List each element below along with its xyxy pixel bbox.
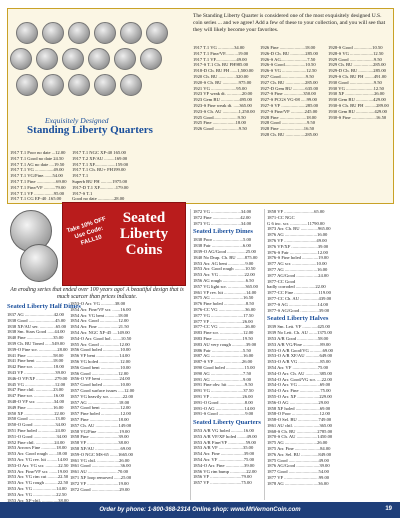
price-list-item: 1857 Good holed ...............10.00 (70, 382, 131, 388)
price-list-item: 1891-O AG .........................14.00 (193, 405, 255, 411)
price-list-item: 1917 T.1 VG/Fine........54.00 (10, 173, 63, 179)
price-list-item: 1871 XF loop removed ......25.00 (70, 474, 132, 480)
price-list-item: 1927-S PCGS VG-08 .....99.00 (260, 97, 317, 103)
price-list-item: 1930 Gem BU ................429.00 (328, 108, 387, 114)
price-list-standing-5 (328, 45, 390, 120)
price-list-item: 1856-O VF bent ................24.00 (70, 376, 130, 382)
price-list-item: 1875 AG ............................26.00 (267, 440, 328, 446)
price-list-item: 1929-D Ch. BU .............285.00 (328, 68, 386, 74)
price-list-item: 1853-O Arr. VG scr. ...........22.50 (7, 462, 69, 468)
price-list-item: 1853 Arr. VG rev. hit .........14.00 (7, 456, 68, 462)
discount-stamp-text: Take 10% OFF Use Code: FALL10 (66, 216, 107, 247)
price-list-item: 1856-O AG .........................29.00 (267, 399, 329, 405)
price-list-item: 1851-O Good ....................34.00 (7, 433, 67, 439)
price-list-item: 1877 VG ............................17.50 (193, 312, 254, 318)
price-list-item: 1917 T.1 VF .................95.00 (10, 190, 65, 196)
price-list-item: 1872 Fine ........................42.00 (193, 214, 251, 220)
price-list-item: 1923-S Ch. AU ..............1,250.00 (193, 108, 255, 114)
price-list-item: 1877 AG/Good ...................24.00 (267, 272, 329, 278)
price-list-item: 1876-S Fine holed ..............19.00 (267, 255, 329, 261)
section-heading: Seated Liberty Halves (267, 315, 329, 323)
price-list-item: 1930-S Ch. BU FH ..........289.00 (328, 102, 389, 108)
price-list-item: 1917 T.1 Ch. BU+ FH199.00 (72, 167, 126, 173)
price-list-item: 1857 VG heavily scr. ...........22.00 (70, 393, 134, 399)
price-list-item: 1853 A/R Good ..................58.00 (267, 335, 329, 341)
price-list-item: 1875 AG ............................16.50 (193, 295, 254, 301)
price-list-item: 1877 Good ..........................54.00 (267, 469, 329, 475)
section-heading: Seated Liberty Dimes (193, 228, 253, 236)
price-list-item: 1857 AG ...........................18.00 (70, 399, 130, 405)
price-list-standing-3 (193, 45, 257, 132)
price-list-item: 1838 Sm. Stars Good ......44.00 (7, 329, 65, 335)
price-list-item: 1930-S Fine .....................16.50 (328, 114, 387, 120)
price-list-item: 1928-S Good ................10.50 (328, 45, 383, 50)
price-list-item: 1930 Good .....................9.50 (328, 79, 382, 85)
price-list-item: 1917 T.1 VG ................49.00 (10, 167, 64, 173)
price-list-item: 1883 Fine scr. ....................12.00 (193, 330, 254, 336)
price-list-item: 1853-O A/R VG ...................85.00 (267, 359, 331, 365)
price-list-item: 1853 Arr. AG bent ...............9.00 (193, 260, 254, 266)
price-list-item: 1877-CC Ch. AU ................439.00 (267, 295, 332, 301)
price-list-item: 1917 T.1 XF..................159.00 (72, 161, 129, 167)
price-list-item: 1852 Fine chtl. ................24.00 (7, 439, 65, 445)
price-list-item: 1838 Fair ...........................6.00 (193, 243, 251, 249)
price-list-item: 1872 VG ..........................34.00 (193, 209, 252, 214)
price-list-item: 1854 Arr. NGC XF-45 ....149.00 (70, 329, 130, 335)
price-list-item: 1850 Good .......................13.00 (7, 416, 66, 422)
price-list-item: 1856 VG holed ..................12.00 (70, 358, 131, 364)
price-list-item: 1855 Arr. Good .................12.00 (70, 341, 130, 347)
price-list-item: 1930 XF .........................26.00 (328, 91, 385, 97)
price-list-item: 1927-S Fine .................350.00 (260, 91, 316, 97)
price-list-item: 1842 Fine scr. .................18.00 (7, 364, 64, 370)
price-list-item: 1838 Good .......................45.00 (7, 317, 66, 323)
section-heading: Seated Liberty Half Dimes (7, 303, 81, 310)
price-list-item: 1923-S Fine weak dt. .....365.00 (193, 102, 252, 108)
price-list-item: 1887 AG ............................16.00 (193, 353, 254, 359)
footer-bar (0, 502, 400, 518)
price-list-item: 1857 VG light scr. ...............365.00 (193, 283, 258, 289)
price-list-item: 1928 Good ......................9.50 (260, 120, 315, 126)
price-list-item: 1872 Good ........................29.00 (70, 486, 130, 492)
price-list-item: 1858-O Sel. BU ..................749.00 (267, 417, 332, 423)
price-list-item: 1890 AG ............................7.50 (193, 370, 252, 376)
price-list-item: Good no date ..............28.00 (72, 196, 125, 202)
price-list-item: 1891-O Good ......................8.00 (193, 399, 253, 405)
price-list-item: 1841 Fine .......................58.00 (7, 352, 64, 358)
price-list-item: 1923 VF weak dt. .............20.00 (193, 91, 253, 97)
price-list-item: 1891 AG ............................9.00 (193, 376, 252, 382)
price-list-item: 1876 AG/Good ....................39.00 (267, 463, 330, 469)
price-list-item: 1858 XF/AU ......................69.00 (70, 445, 131, 451)
seated-liberty-title-text: Seated Liberty Coins (119, 210, 169, 258)
price-list-item: 1853-O A/R Good/VG ...........69.00 (267, 347, 333, 353)
standing-liberty-coins-image (10, 22, 180, 122)
price-list-item: 1861 AU chtl. ......................365.00 (267, 422, 332, 428)
price-list-item: 1850 XF ..........................22.00 (7, 410, 65, 416)
price-list-item: 1854 Arr. VF ......................75.00 (193, 457, 255, 463)
price-list-item: 1929-S Ch. BU FH ........491.00 (328, 73, 387, 79)
exquisitely-designed: Exquisitely Designed (45, 116, 109, 125)
price-list-item: 1917-D T.1 XF..............179.00 (72, 184, 129, 190)
price-list-item: 1876 VF/XF .......................39.00 (267, 243, 329, 249)
price-list-item: 1878 AG .............................36.00 (267, 480, 329, 486)
price-list-item: G 6 inc. scr. ...............11790.00 (267, 220, 325, 226)
price-list-item: 1917 T.1 AG no date ....19.50 (10, 161, 65, 167)
price-list-item: 1848-O VF scr. ...............34.00 (7, 398, 65, 404)
price-list-item: 1876 VF ............................49.00 (267, 237, 327, 243)
price-list-item: 1873 VG ..........................34.00 (193, 220, 252, 226)
price-list-item: 1877 VF ............................26.00 (193, 318, 253, 324)
price-list-item: 1883 Fine ..........................19.50 (193, 335, 253, 341)
price-list-item: 1877 AG scr. .....................10.00 (267, 261, 327, 267)
price-list-item: 1858 Fine .........................39.00 (70, 434, 129, 440)
price-list-item: 1854 Arr. Fine ....................39.00 (193, 451, 255, 457)
price-list-item: 1845 VG ..........................12.00 (7, 381, 66, 387)
price-list-item: 1886 Fair ...........................5.50 (193, 347, 251, 353)
price-list-item: 1871-CC NGC (267, 214, 295, 220)
price-list-item: badly corroded .................22.00 (267, 284, 326, 290)
price-list-item: 1875 Arr. Fine ......................84.00 (267, 446, 331, 452)
price-list-item: 1854-O Arr. Fine ..................75.00 (267, 388, 331, 394)
price-list-item: 1854 Arr. Good ................12.00 (70, 318, 129, 324)
price-list-item: 1854-O Arr. Fine ................39.00 (193, 462, 255, 468)
price-list-item: 1870-S Ch. AU ..................1450.00 (267, 434, 333, 440)
price-list-item: 1925 Fine ....................18.00 (193, 120, 246, 126)
price-list-quarters-halves (267, 209, 393, 487)
price-list-item: 1854 Arr. VF ......................75.00 (267, 364, 329, 370)
price-list-item: 1917 T.1 Good no date 24.50 (10, 155, 64, 161)
price-list-item: 1876 Arr. Sel. BU ...............849.00 (267, 451, 332, 457)
price-list-item: 1927-S VF .....................285.00 (260, 102, 319, 108)
price-list-item: 1917 T.1 Fine/VF ..........79.00 (10, 184, 66, 190)
price-list-item: 1854-O Arr. Good/VG scr. ....22.00 (267, 376, 332, 382)
price-list-item: 1876-S Fair ........................12.00 (267, 249, 328, 255)
price-list-item: 1857 Good bent .................12.00 (70, 405, 131, 411)
price-list-item: 1927 Ch. BU .................285.00 (260, 79, 318, 85)
price-list-item: 1926-S AG.......................7.50 (260, 56, 316, 62)
price-list-item: 1917-S T.1 (72, 190, 93, 196)
price-list-item: 1873 Arr. Ch. BU ...............965.00 (267, 226, 331, 232)
price-list-item: 1853 A/R VG holed ...........16.00 (193, 428, 254, 434)
price-list-item: 1891 VG ............................37.50 (193, 388, 254, 394)
price-list-item: 1926 Fine ......................18.00 (260, 45, 316, 50)
standing-liberty-title: Standing Liberty Quarters (27, 124, 153, 136)
price-list-item: 1877-CC VG .......................26.00 (193, 324, 256, 330)
seated-liberty-title (104, 210, 184, 258)
price-list-item: 1917 T.1 CG EF-40 .165.00 (10, 196, 62, 202)
price-list-item: 1853 Arr. VG ....................14.00 (7, 485, 67, 491)
price-list-item: 1861 Good .........................36.00 (70, 463, 131, 469)
price-list-item: 1917 T.1 VF..................49.00 (193, 56, 247, 62)
price-list-item: 1917 T.1 NGC XF-40 165.00 (72, 150, 126, 155)
price-list-item: 1853 Arr. Fine/VF scr. .......19.00 (7, 468, 68, 474)
price-list-item: 1920-S Ch. BU ..............975.00 (193, 79, 252, 85)
price-list-item: 1891-S Good .......................9.00 (193, 411, 254, 417)
price-list-item: 1856 AG rough ....................6.50 (193, 277, 254, 283)
price-list-item: 1837 AG .........................42.00 (7, 312, 64, 317)
price-list-item: 1839 Ch. BU Toned ......549.00 (7, 340, 65, 346)
price-list-item: 1841 Fine bent ...............18.00 (7, 358, 64, 364)
price-list-dimes-quarters (193, 209, 261, 486)
price-list-item: 1857 Good surface issues .....12.00 (70, 387, 135, 393)
price-list-item: 1920 Ch. BU ...............320.00 (193, 73, 249, 79)
price-list-item: 1858 XF holed .....................69.00 (267, 405, 331, 411)
price-list-item: 1891 Fine obv. hit ...............9.50 (193, 382, 253, 388)
price-list-item: 1856 VF bent ....................14.00 (70, 353, 130, 359)
price-list-item: 1917 T.1 Fine/VF...........19.00 (193, 50, 249, 56)
price-list-item: 1838 Poor ..........................5.00 (193, 237, 252, 243)
price-list-item: 1853 A/R Fine/VF ...............59.00 (193, 439, 256, 445)
price-list-item: 1927-S Fine/VF ............245.00 (260, 108, 318, 114)
price-list-item: 1928-S VG ....................12.50 (328, 50, 384, 56)
price-list-item: 1853 Arr. VG ......................22.00 (193, 272, 255, 278)
price-list-item: 1853 Arr. VG rim cut .........22.50 (7, 474, 69, 480)
price-list-item: 1854-O Arr. VG ...................69.00 (267, 382, 331, 388)
price-list-item: 1839-O Fine scr. ................28.00 (7, 346, 68, 352)
price-list-item: 1856 Good holed ...............10.00 (70, 347, 131, 353)
price-list-item: 1868-S Ch. BU ..................2785.00 (267, 428, 333, 434)
price-list-item: 1917 T.2 XF/AU .........169.00 (72, 155, 128, 161)
price-list-halfdimes-2 (70, 301, 136, 492)
price-list-item: 1857 Fine holed .................12.00 (70, 411, 131, 417)
price-list-item: 1917 T.1 Fine .................69.00 (10, 178, 67, 184)
price-list-item: 1839 No Lett. Ch. AU .......1375.00 (267, 330, 332, 336)
page-number: 19 (385, 506, 392, 512)
price-list-item: 1850-O Good ...................34.00 (7, 422, 66, 428)
price-list-item: 1857 Ch. AU ....................149.00 (70, 422, 132, 428)
price-list-item: 1917 T.1 VG ..............34.00 (193, 45, 245, 50)
price-list-item: 1854 Arr. VG bent ...........18.00 (70, 312, 129, 318)
price-list-item: 1877 VF ..............................99.00 (267, 475, 330, 481)
price-list-item: 1928 Fine .......................18.00 (260, 114, 317, 120)
price-list-item: 1853-O A/R XF/AU ............649.00 (267, 353, 333, 359)
price-list-item: 1853 Arr. Good rough .......18.00 (7, 451, 68, 457)
price-list-item: 1927-D Gem BU ...........635.00 (260, 85, 319, 91)
price-list-item: 1875 Good ..........................49.00 (267, 457, 329, 463)
price-list-item: 1840 No Drap. Ch. BU .......875.00 (193, 254, 258, 260)
intro-text: The Standing Liberty Quarter is considered one of the most exquisitely designed U.S. coin series ... and we agree! Add a few of these to your collection, and you will see that they will likely become your favorites. (193, 13, 386, 33)
price-list-item: 1928 Ch. BU .................285.00 (260, 131, 318, 137)
price-list-item: 1861 VG chtl. ...................26.00 (70, 457, 130, 463)
price-list-item: 1853 A/R VG/Fine ...............89.00 (267, 341, 331, 347)
price-list-item: 1917 T.1 Poor no date ...12.00 (10, 150, 66, 155)
price-list-item: 1854-O Arr. Ch. AU ............385.00 (267, 370, 332, 376)
section-heading: Seated Liberty Quarters (193, 419, 261, 427)
price-list-item: 1843 VF ...........................39.00 (7, 369, 66, 375)
price-list-item: 1877 AG ............................16.00 (267, 266, 328, 272)
price-list-item: 1925 Good.....................9.50 (193, 114, 246, 120)
price-list-standing-4 (260, 45, 326, 138)
price-list-item: 1853 A/R VF/XF holed ........49.00 (193, 433, 257, 439)
price-list-item: 1856 Good .......................12.00 (70, 370, 129, 376)
price-list-item: 1877-S AG/Good ................39.00 (267, 307, 330, 313)
price-list-item: 1853 Arr. VG ....................22.50 (7, 491, 67, 497)
price-list-item: 1929 Ch. BU .................285.00 (328, 62, 386, 68)
price-list-item: 1926-S VG .....................12.50 (260, 68, 317, 74)
price-list-item: 1855-O Arr. XF ...................229.00 (267, 393, 332, 399)
price-list-item: 1877-S AG .........................14.00 (267, 301, 328, 307)
price-list-item: 1857 VF ...........................75.00 (193, 480, 252, 486)
price-list-item: 1861 VF rev. hit ...................14.00 (193, 289, 257, 295)
price-list-halfdimes (7, 301, 81, 515)
price-list-item: 1838 XF/AU ser. ..............65.00 (7, 323, 67, 329)
price-list-item: 1876-CC VG .......................36.00 (193, 306, 256, 312)
price-list-item: 1853 Arr. VG rough ...........22.50 (7, 480, 69, 486)
column-divider (264, 209, 265, 500)
price-list-item: 1839 Sm. Lett. VF .............425.00 (267, 324, 330, 330)
price-list-item: 1853-O Arr. VG ............38.00 (70, 301, 126, 306)
price-list-standing-2 (72, 150, 142, 202)
price-list-item: 1856 VF ...........................79.00 (193, 474, 252, 480)
price-list-item: 1883 AU very rough ............39.00 (193, 341, 257, 347)
price-list-item: 1921 VG ......................95.00 (193, 85, 247, 91)
price-list-item: 1890 Good holed ................15.00 (193, 364, 255, 370)
price-list-item: 1846-O VF/XF ................279.00 (7, 375, 68, 381)
price-list-item: 1847 Fine chtl. ...............23.00 (7, 387, 64, 393)
price-list-item: 1847 Fine scr. .................16.00 (7, 393, 64, 399)
price-list-item: 1854 Arr. Fine ..................21.50 (70, 324, 129, 330)
price-list-item: 1928 Fine .....................16.50 (260, 126, 315, 132)
price-list-item: 1857 Fine .........................18.00 (70, 416, 129, 422)
price-list-item: 1930 Gem BU ...............429.00 (328, 97, 386, 103)
price-list-item: 1849 Fine .......................16.00 (7, 404, 64, 410)
price-list-item: 1858 VF ..........................65.00 (267, 209, 325, 214)
seated-liberty-coins-image (8, 208, 58, 288)
price-list-item: 1856 VG rim bump ..............22.00 (193, 468, 257, 474)
price-list-item: 1858 VG/Fine ...................19.00 (70, 428, 130, 434)
price-list-item: 1929 Good .....................9.50 (328, 56, 382, 62)
column-divider (190, 209, 191, 500)
seated-caption: An eroding series that ended over 100 years ago! A beautiful design that is much scarcer than prices indicate. (10, 287, 184, 300)
price-list-item: 1853 Arr. Good rough .........10.50 (193, 266, 256, 272)
price-list-item: 1877-CC Good (267, 278, 296, 284)
price-list-item: 1917 T.1 (72, 173, 89, 179)
price-list-item: 1854-O Arr. Good hol. .......10.50 (70, 335, 132, 341)
price-list-item: 1856 Good bent .................10.00 (70, 364, 131, 370)
price-list-item: 1877-CC Fine .....................119.00 (267, 290, 331, 296)
price-list-item: 1927 Good......................9.50 (260, 73, 314, 79)
price-list-item: 1917-S T.1 Ch. BU FH985.00 (193, 62, 249, 68)
price-list-item: 1853 A/R VF .....................35.00 (193, 445, 254, 451)
price-list-item: 1853 Arrows Fine .............18.00 (7, 445, 67, 451)
price-list-item: 1923 Gem BU ................495.00 (193, 97, 252, 103)
footer-contact: Order by phone: 1-800-368-2314 Online shop: www.MtVernonCoin.com (99, 507, 301, 513)
price-list-item: 1840 Fine .......................35.00 (7, 335, 64, 341)
price-list-item: 1930 VG ........................12.50 (328, 85, 384, 91)
price-list-item: 1872 VF ...........................19.00 (70, 480, 129, 486)
price-list-item: 1887-S VF ........................26.00 (193, 359, 253, 365)
price-list-item: 1876 Fine holed ...................8.50 (193, 301, 254, 307)
price-list-standing-1 (10, 150, 70, 202)
price-list-item: 1858-O Poor ........................12.00 (267, 411, 330, 417)
price-list-item: 1926 Good .....................9.50 (193, 126, 247, 132)
price-list-item: Superb BU FH ..........1975.00 (72, 178, 128, 184)
price-list-item: 1839-O AG/Good ................25.00 (193, 248, 256, 254)
price-list-item: 1918-D Ch. BU FH ......1,500.00 (193, 68, 254, 74)
price-list-item: 1926-D Ch. BU .............285.00 (260, 50, 318, 56)
price-list-item: 1858 VF ...........................38.00 (70, 440, 129, 446)
price-list-item: 1854 Arr. Fine/VF scr. .......16.00 (70, 306, 131, 312)
price-list-item: 1851 Fine holed ...............24.00 (7, 427, 66, 433)
price-list-item: 1876 AG ............................16.00 (267, 232, 328, 238)
price-list-item: 1861 AU ..........................70.00 (70, 469, 129, 475)
price-list-item: 1853 Arr. XF-chtl. ..............38.00 (7, 497, 69, 503)
price-list-item: 1891 VF ............................26.00 (193, 393, 253, 399)
price-list-item: 1926-S Good..................10.50 (260, 62, 316, 68)
price-list-item: 1859-O NGC MS-65 .......1665.00 (70, 451, 133, 457)
